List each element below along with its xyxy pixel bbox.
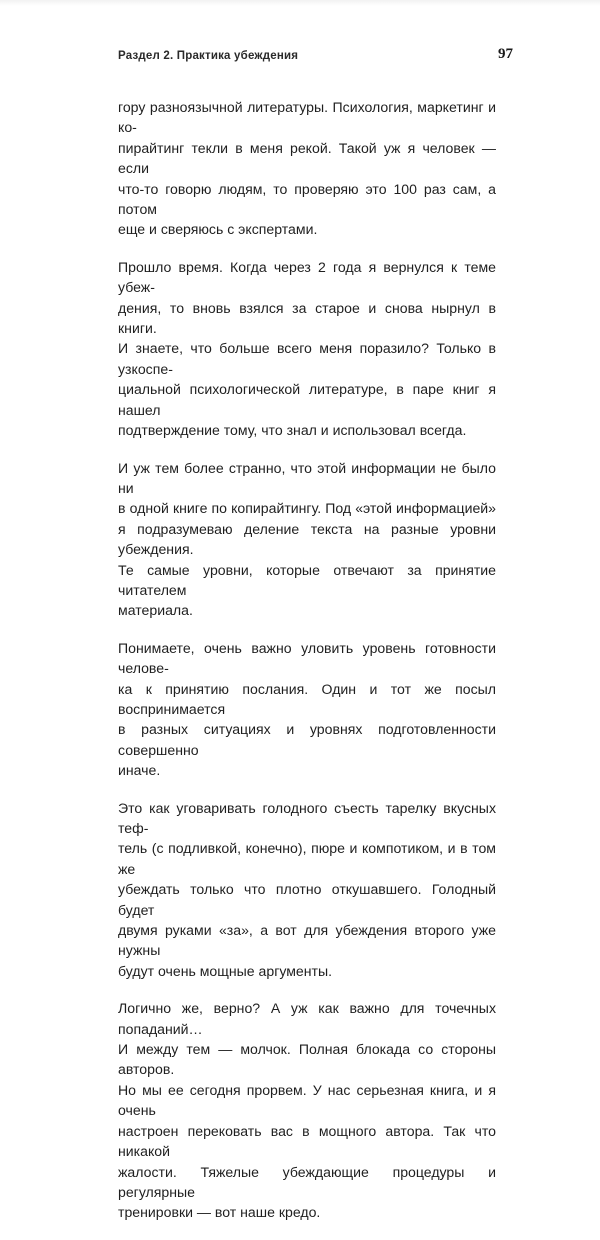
- text-line: подтверждение тому, что знал и использовал всегда.: [118, 422, 467, 439]
- body-text: [118, 97, 496, 1240]
- text-line: И уж тем более странно, что этой информации не было ни: [118, 459, 496, 496]
- text-line: Прошло время. Когда через 2 года я вернулся к теме убеж-: [118, 258, 496, 296]
- text-line: циальной психологической литературе, в паре книг я нашел: [118, 381, 496, 418]
- text-line: тель (с подливкой, конечно), пюре и компотиком, и в том же: [118, 840, 496, 877]
- text-line: убеждать только что плотно откушавшего. Голодный будет: [118, 881, 496, 918]
- text-line: тренировки — вот наше кредо.: [118, 1204, 321, 1221]
- paragraph: [118, 257, 496, 441]
- text-line: иначе.: [118, 762, 161, 779]
- text-line: что-то говорю людям, то проверяю это 100 раз сам, а потом: [118, 180, 496, 218]
- text-line: И между тем — молчок. Полная блокада со стороны авторов.: [118, 1041, 496, 1078]
- text-line: Это как уговаривать голодного съесть тарелку вкусных теф-: [118, 799, 496, 836]
- text-line: гору разноязычной литературы. Психология, маркетинг и ко-: [118, 99, 496, 136]
- paragraph: [118, 458, 496, 621]
- text-line: ка к принятию послания. Один и тот же посыл воспринимается: [118, 680, 496, 717]
- text-line: Понимаете, очень важно уловить уровень готовности челове-: [118, 639, 496, 677]
- paragraph: [118, 638, 496, 781]
- text-line: настроен перековать вас в мощного автора. Так что никакой: [118, 1122, 496, 1160]
- text-line: будут очень мощные аргументы.: [118, 962, 333, 979]
- paragraph: [118, 97, 496, 240]
- text-line: Логично же, верно? А уж как важно для точечных попаданий…: [118, 1000, 496, 1037]
- top-edge-shadow: [0, 0, 600, 6]
- text-line: дения, то вновь взялся за старое и снова нырнул в книги.: [118, 299, 496, 337]
- text-line: И знаете, что больше всего меня поразило? Только в узкоспе-: [118, 340, 496, 377]
- paragraph: [118, 998, 496, 1222]
- text-line: Те самые уровни, которые отвечают за принятие читателем: [118, 561, 496, 598]
- running-header: Раздел 2. Практика убеждения: [118, 50, 299, 62]
- text-line: еще и сверяюсь с экспертами.: [118, 221, 318, 238]
- page-number: 97: [498, 46, 513, 62]
- text-line: в одной книге по копирайтингу. Под «этой информацией»: [118, 500, 496, 517]
- text-line: жалости. Тяжелые убеждающие процедуры и регулярные: [118, 1163, 496, 1200]
- text-line: Но мы ее сегодня прорвем. У нас серьезная книга, и я очень: [118, 1081, 496, 1119]
- text-line: в разных ситуациях и уровнях подготовленности совершенно: [118, 721, 496, 758]
- text-line: пирайтинг текли в меня рекой. Такой уж я человек — если: [118, 139, 496, 177]
- text-line: двумя руками «за», а вот для убеждения второго уже нужны: [118, 922, 496, 959]
- text-line: я подразумеваю деление текста на разные уровни убеждения.: [118, 520, 496, 558]
- paragraph: [118, 798, 496, 982]
- text-line: материала.: [118, 602, 193, 619]
